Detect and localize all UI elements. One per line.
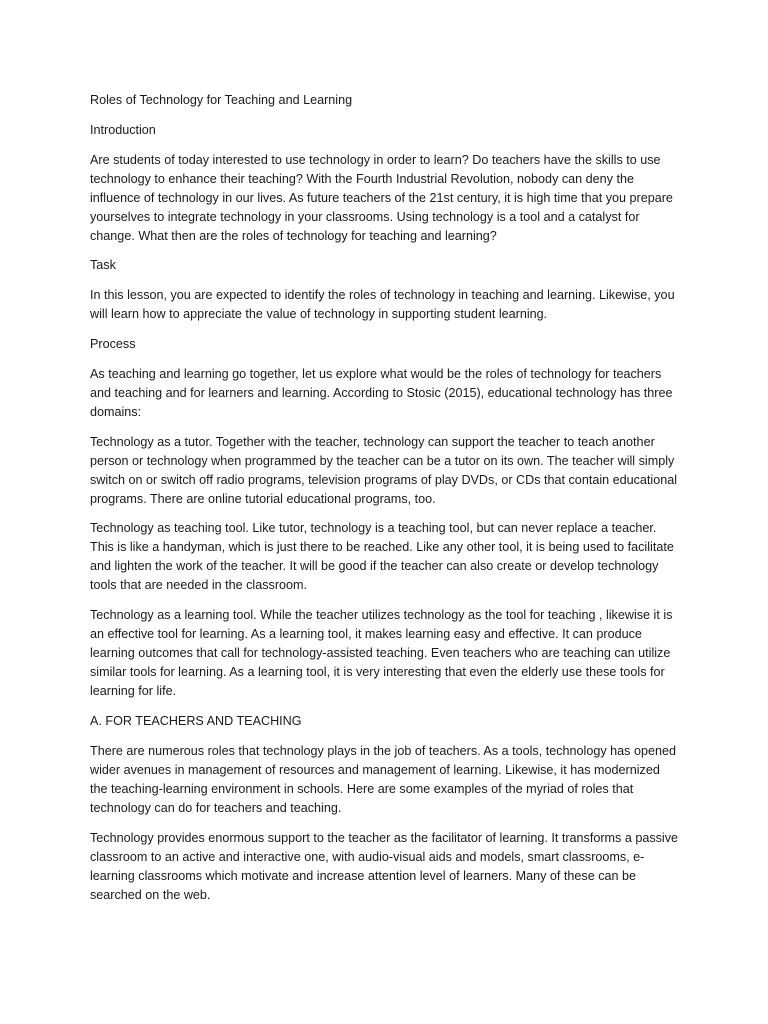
technology-as-teaching-tool-paragraph: Technology as teaching tool. Like tutor, technology is a teaching tool, but can never replace a teacher. This is like a handyman, which is just there to be reached. Like any other tool, it is being used to facilitate and lighten the work of the teacher. It will be good if the teacher can also create or develop technology tools that are needed in the classroom. [90, 521, 674, 593]
section-a-paragraph: There are numerous roles that technology plays in the job of teachers. As a tools, technology has opened wider avenues in management of resources and management of learning. Likewise, it has modernized the teaching-learning environment in schools. Here are some examples of the myriad of roles that technology can do for teachers and teaching. [90, 743, 676, 815]
document-title: Roles of Technology for Teaching and Learning [90, 93, 353, 107]
introduction-heading: Introduction [90, 122, 156, 137]
process-paragraph: As teaching and learning go together, let us explore what would be the roles of technology for teachers and teaching and for learners and learning. According to Stosic (2015), educational technology has three domains: [90, 366, 673, 419]
introduction-paragraph: Are students of today interested to use technology in order to learn? Do teachers have the skills to use technology to enhance their teaching? With the Fourth Industrial Revolution, nobody can deny the influence of technology in our lives. As future teachers of the 21st century, it is high time that you prepare yourselves to integrate technology in your classrooms. Using technology is a tool and a catalyst for change. What then are the roles of technology for teaching and learning? [90, 152, 673, 243]
facilitator-support-paragraph: Technology provides enormous support to the teacher as the facilitator of learning. It transforms a passive classroom to an active and interactive one, with audio-visual aids and models, smart classrooms, e-learning classrooms which motivate and increase attention level of learners. Many of these can be searched on the web. [90, 830, 679, 902]
section-a-heading: A. FOR TEACHERS AND TEACHING [90, 713, 302, 728]
technology-as-tutor-paragraph: Technology as a tutor. Together with the teacher, technology can support the teacher to teach another person or technology when programmed by the teacher can be a tutor on its own. The teacher will simply switch on or switch off radio programs, television programs of play DVDs, or CDs that contain educational programs. There are online tutorial educational programs, too. [90, 434, 678, 506]
task-heading: Task [90, 258, 116, 273]
task-paragraph: In this lesson, you are expected to identify the roles of technology in teaching and learning. Likewise, you will learn how to appreciate the value of technology in supporting student learning. [90, 288, 675, 322]
process-heading: Process [90, 336, 136, 351]
technology-as-learning-tool-paragraph: Technology as a learning tool. While the teacher utilizes technology as the tool for teaching , likewise it is an effective tool for learning. As a learning tool, it makes learning easy and effective. It can produce learning outcomes that call for technology-assisted teaching. Even teachers who are teaching can utilize similar tools for learning. As a learning tool, it is very interesting that even the elderly use these tools for learning for life. [90, 608, 673, 699]
document-body [90, 91, 680, 915]
